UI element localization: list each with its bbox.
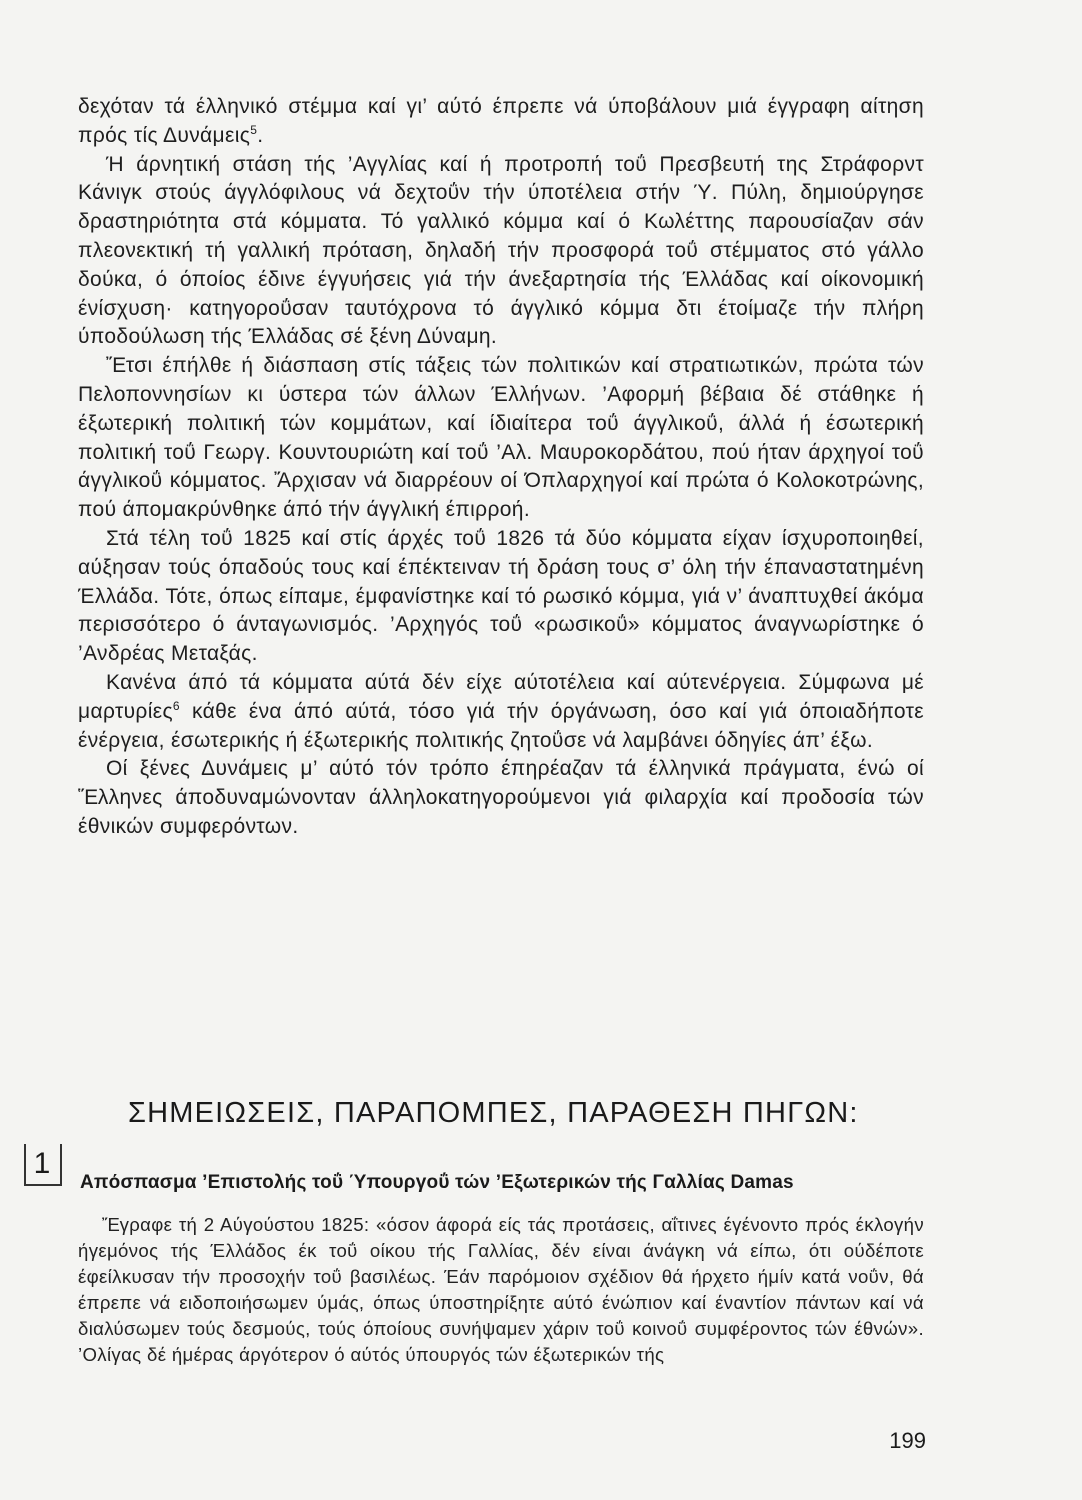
paragraph: Οί ξένες Δυνάμεις μ’ αύτό τόν τρόπο έπηρέαζαν τά έλληνικά πράγματα, ένώ οί Ἕλληνες άποδυναμώνονταν άλληλοκατηγορούμενοι γιά φιλαρχία καί προδοσία τών έθνικών συμφερόντων. (78, 757, 924, 838)
note-body: Ἔγραφε τή 2 Αύγούστου 1825: «όσον άφορά είς τάς προτάσεις, αΐτινες έγένοντο πρός έκλογήν ήγεμόνος τής Έλλάδος έκ τοΰ οίκου τής Γαλλίας, δέν είναι άνάγκη νά είπω, ότι ούδέποτε έφείλκυσαν τήν προσοχήν τοΰ βασιλέως. Έάν παρόμοιον σχέδιον θά ήρχετο ήμίν κατά νοΰν, θά έπρεπε νά ειδοποιήσωμεν ύμάς, όπως ύποστηρίξητε αύτό ένώπιον καί έναντίον πάντων καί νά διαλύσωμεν τούς δεσμούς, τούς όποίους συνήψαμεν χάριν τοΰ κοινοΰ συμφέροντος τών έθνών». ’Ολίγας δέ ήμέρας άργότερον ό αύτός ύπουργός τών έξωτερικών τής (78, 1214, 924, 1365)
paragraph: Στά τέλη τοΰ 1825 καί στίς άρχές τοΰ 1826 τά δύο κόμματα είχαν ίσχυροποιηθεί, αύξησαν τούς όπαδούς τους καί έπέκτειναν τή δράση τους σ’ όλη τήν έπαναστατημένη Έλλάδα. Τότε, όπως είπαμε, έμφανίστηκε καί τό ρωσικό κόμμα, γιά ν’ άναπτυχθεί άκόμα περισσότερο ό άνταγωνισμός. ’Αρχηγός τοΰ «ρωσικοΰ» κόμματος άναγνωρίστηκε ό ’Ανδρέας Μεταξάς. (78, 526, 924, 666)
footnote-ref-5[interactable]: 5 (250, 122, 258, 137)
paragraph: Ή άρνητική στάση τής ’Αγγλίας καί ή προτροπή τοΰ Πρεσβευτή της Στράφορντ Κάνιγκ στούς άγγλόφιλους νά δεχτοΰν τήν ύποτέλεια στήν Ύ. Πύλη, δημιούργησε δραστηριότητα στά κόμματα. Τό γαλλικό κόμμα καί ό Κωλέττης παρουσίαζαν σάν πλεονεκτική τή γαλλική πρόταση, δηλαδή τήν προσφορά τοΰ στέμματος στό γάλλο δούκα, ό όποίος έδινε έγγυήσεις γιά τήν άνεξαρτησία τής Έλλάδας καί οίκονομική ένίσχυση· κατηγοροΰσαν ταυτόχρονα τό άγγλικό κόμμα δτι έτοίμαζε τήν πλήρη ύποδούλωση τής Έλλάδας σέ ξένη Δύναμη. (78, 152, 924, 349)
paragraph-text-end: . (257, 123, 264, 147)
paragraph-text: Κανένα άπό τά κόμματα αύτά δέν είχε αύτοτέλεια καί αύτενέργεια. Σύμφωνα μέ μαρτυρίες (78, 670, 924, 723)
paragraph-continued (78, 93, 924, 151)
note-title: Απόσπασμα ’Επιστολής τοΰ Ύπουργοΰ τών ’Εξωτερικών τής Γαλλίας Damas (80, 1172, 794, 1193)
paragraph (78, 669, 924, 755)
note-number: 1 (33, 1147, 51, 1180)
paragraph: Ἔτσι έπήλθε ή διάσπαση στίς τάξεις τών πολιτικών καί στρατιωτικών, πρώτα τών Πελοποννησίων κι ύστερα τών άλλων Έλλήνων. ’Αφορμή βέβαια δέ στάθηκε ή έξωτερική πολιτική τών κομμάτων, καί ίδιαίτερα τοΰ άγγλικοΰ, άλλά ή έσωτερική πολιτική τοΰ Γεωργ. Κουντουριώτη καί τοΰ ’Αλ. Μαυροκορδάτου, πού ήταν άρχηγοί τοΰ άγγλικοΰ κόμματος. Ἄρχισαν νά διαρρέουν οί Όπλαρχηγοί καί πρώτα ό Κολοκοτρώνης, πού άπομακρύνθηκε άπό τήν άγγλική έπιρροή. (78, 354, 924, 522)
page-number: 199 (889, 1428, 926, 1453)
paragraph-text: δεχόταν τά έλληνικό στέμμα καί γι’ αύτό έπρεπε νά ύποβάλουν μιά έγγραφη αίτηση πρός τίς Δυνάμεις (78, 95, 924, 147)
paragraph-text-end: κάθε ένα άπό αύτά, τόσο γιά τήν όργάνωση, όσο καί γιά όποιαδήποτε ένέργεια, έσωτερικής ή έξωτερικής πολιτικής ζητοΰσε νά λαμβάνει όδηγίες άπ’ έξω. (78, 699, 924, 752)
footnote-ref-6[interactable]: 6 (172, 698, 180, 713)
note-number-marker (18, 1140, 64, 1190)
body-text (78, 93, 924, 842)
notes-heading: ΣΗΜΕΙΩΣΕΙΣ, ΠΑΡΑΠΟΜΠΕΣ, ΠΑΡΑΘΕΣΗ ΠΗΓΩΝ: (128, 1097, 859, 1129)
